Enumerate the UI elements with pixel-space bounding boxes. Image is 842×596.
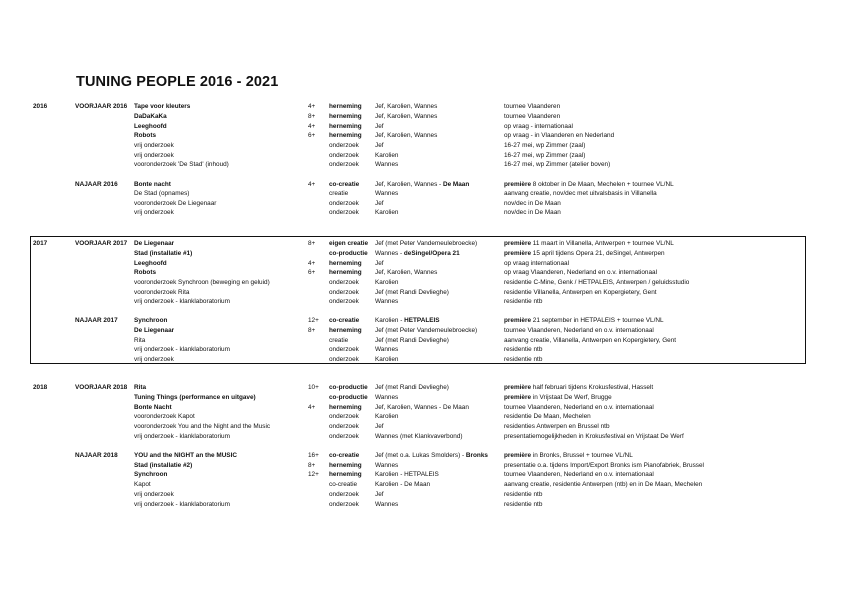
note-cell: première 11 maart in Villanella, Antwerpen + tournee VL/NL <box>504 240 674 247</box>
age-cell: 4+ <box>308 123 316 130</box>
team-cell: Karolien - De Maan <box>375 481 431 488</box>
team-cell: Karolien - HETPALEIS <box>375 317 440 324</box>
title-cell: vrij onderzoek <box>134 152 174 159</box>
note-cell: tournee Vlaanderen, Nederland en o.v. internationaal <box>504 327 654 334</box>
type-cell: herneming <box>329 269 362 276</box>
team-cell: Jef, Karolien, Wannes <box>375 103 438 110</box>
type-cell: onderzoek <box>329 346 359 353</box>
premiere-label: première <box>504 317 531 324</box>
year-cell: 2016 <box>33 103 48 110</box>
note-cell: tournee Vlaanderen <box>504 103 561 110</box>
age-cell: 6+ <box>308 269 316 276</box>
premiere-label: première <box>504 384 531 391</box>
age-cell: 10+ <box>308 384 319 391</box>
type-cell: co-creatie <box>329 181 360 188</box>
type-cell: onderzoek <box>329 279 359 286</box>
title-cell: vrij onderzoek <box>134 209 174 216</box>
partner-name: HETPALEIS <box>404 317 440 324</box>
title-cell: vrij onderzoek <box>134 142 174 149</box>
premiere-label: première <box>504 394 531 401</box>
note-cell: 16-27 mei, wp Zimmer (zaal) <box>504 142 586 149</box>
team-cell: Jef (met Peter Vandemeulebroecke) <box>375 327 478 334</box>
title-cell: Synchroon <box>134 471 168 478</box>
note-cell: première in Vrijstaat De Werf, Brugge <box>504 394 612 401</box>
age-cell: 4+ <box>308 260 316 267</box>
title-cell: Stad (installatie #2) <box>134 462 193 469</box>
type-cell: onderzoek <box>329 423 359 430</box>
age-cell: 16+ <box>308 452 319 459</box>
team-cell: Jef (met Randi Devlieghe) <box>375 289 449 296</box>
title-cell: De Stad (opnames) <box>134 190 190 197</box>
title-cell: YOU and the NIGHT an the MUSIC <box>134 452 237 459</box>
title-cell: vrij onderzoek <box>134 356 174 363</box>
type-cell: herneming <box>329 113 362 120</box>
type-cell: herneming <box>329 327 362 334</box>
team-cell: Jef, Karolien, Wannes <box>375 132 438 139</box>
partner-name: Bronks <box>465 452 488 459</box>
type-cell: co-productie <box>329 250 368 257</box>
title-cell: vooronderzoek Kapot <box>134 413 195 420</box>
type-cell: co-productie <box>329 394 368 401</box>
title-cell: Tuning Things (performance en uitgave) <box>134 394 256 401</box>
age-cell: 6+ <box>308 132 316 139</box>
type-cell: herneming <box>329 132 362 139</box>
type-cell: onderzoek <box>329 152 359 159</box>
type-cell: onderzoek <box>329 413 359 420</box>
note-cell: residentie Villanella, Antwerpen en Kopergietery, Gent <box>504 289 657 296</box>
team-cell: Wannes <box>375 394 399 401</box>
page-title: TUNING PEOPLE 2016 - 2021 <box>76 74 279 90</box>
note-cell: aanvang creatie, Villanella, Antwerpen en Kopergietery, Gent <box>504 337 677 344</box>
season-cell: NAJAAR 2017 <box>75 317 118 324</box>
title-cell: Robots <box>134 269 157 276</box>
team-cell: Wannes - deSingel/Opera 21 <box>375 250 460 257</box>
type-cell: onderzoek <box>329 200 359 207</box>
note-cell: 16-27 mei, wp Zimmer (atelier boven) <box>504 161 611 168</box>
title-cell: Bonte Nacht <box>134 404 172 411</box>
team-cell: Jef, Karolien, Wannes <box>375 113 438 120</box>
note-cell: tournee Vlaanderen, Nederland en o.v. internationaal <box>504 471 654 478</box>
team-cell: Jef (met Randi Devlieghe) <box>375 384 449 391</box>
team-cell: Karolien <box>375 152 399 159</box>
team-cell: Jef <box>375 142 384 149</box>
age-cell: 4+ <box>308 404 316 411</box>
type-cell: onderzoek <box>329 289 359 296</box>
team-cell: Jef <box>375 423 384 430</box>
team-cell: Karolien <box>375 209 399 216</box>
title-cell: Leeghoofd <box>134 260 167 267</box>
premiere-label: première <box>504 250 531 257</box>
season-cell: VOORJAAR 2017 <box>75 240 128 247</box>
note-cell: op vraag internationaal <box>504 260 570 267</box>
note-cell: aanvang creatie, nov/dec met uitvalsbasis in Villanella <box>504 190 657 197</box>
team-cell: Jef (met Peter Vandemeulebroecke) <box>375 240 478 247</box>
title-cell: vooronderzoek Rita <box>134 289 190 296</box>
note-cell: residenties Antwerpen en Brussel ntb <box>504 423 610 430</box>
note-cell: tournee Vlaanderen, Nederland en o.v. internationaal <box>504 404 654 411</box>
team-cell: Jef, Karolien, Wannes - De Maan <box>375 404 469 411</box>
title-cell: Synchroon <box>134 317 168 324</box>
team-cell: Wannes (met Klankvaverbond) <box>375 433 463 440</box>
year-cell: 2018 <box>33 384 48 391</box>
season-cell: NAJAAR 2018 <box>75 452 118 459</box>
year-cell: 2017 <box>33 240 48 247</box>
age-cell: 8+ <box>308 240 316 247</box>
age-cell: 4+ <box>308 181 316 188</box>
type-cell: onderzoek <box>329 501 359 508</box>
note-cell: op vraag Vlaanderen, Nederland en o.v. internationaal <box>504 269 658 276</box>
note-cell: nov/dec in De Maan <box>504 209 561 216</box>
note-cell: première half februari tijdens Krokusfestival, Hasselt <box>504 384 654 391</box>
age-cell: 4+ <box>308 103 316 110</box>
title-cell: Bonte nacht <box>134 181 171 188</box>
team-cell: Wannes <box>375 298 399 305</box>
note-cell: première in Bronks, Brussel + tournee VL/NL <box>504 452 633 459</box>
title-cell: vooronderzoek 'De Stad' (inhoud) <box>134 161 229 168</box>
type-cell: eigen creatie <box>329 240 369 247</box>
title-cell: vooronderzoek You and the Night and the Music <box>134 423 271 430</box>
note-cell: première 21 september in HETPALEIS + tournee VL/NL <box>504 317 664 324</box>
title-cell: vrij onderzoek - klanklaboratorium <box>134 346 230 353</box>
title-cell: Rita <box>134 384 147 391</box>
team-cell: Karolien <box>375 356 399 363</box>
title-cell: De Liegenaar <box>134 240 175 247</box>
age-cell: 8+ <box>308 113 316 120</box>
note-cell: residentie ntb <box>504 356 543 363</box>
type-cell: co-creatie <box>329 481 358 488</box>
partner-name: deSingel/Opera 21 <box>403 250 460 257</box>
team-cell: Wannes <box>375 190 399 197</box>
note-cell: première 15 april tijdens Opera 21, deSingel, Antwerpen <box>504 250 665 257</box>
title-cell: Kapot <box>134 481 151 488</box>
type-cell: onderzoek <box>329 161 359 168</box>
season-cell: VOORJAAR 2018 <box>75 384 128 391</box>
team-cell: Jef (met Randi Devlieghe) <box>375 337 449 344</box>
note-cell: residentie ntb <box>504 346 543 353</box>
note-cell: residentie C-Mine, Genk / HETPALEIS, Antwerpen / geluidsstudio <box>504 279 690 286</box>
type-cell: creatie <box>329 190 349 197</box>
age-cell: 12+ <box>308 471 319 478</box>
age-cell: 12+ <box>308 317 319 324</box>
title-cell: De Liegenaar <box>134 327 175 334</box>
type-cell: onderzoek <box>329 298 359 305</box>
team-cell: Jef, Karolien, Wannes <box>375 269 438 276</box>
note-cell: presentatie o.a. tijdens Import/Export Bronks ism Pianofabriek, Brussel <box>504 462 704 469</box>
team-cell: Wannes <box>375 346 399 353</box>
team-cell: Jef <box>375 200 384 207</box>
type-cell: co-creatie <box>329 317 360 324</box>
note-cell: residentie De Maan, Mechelen <box>504 413 591 420</box>
note-cell: tournee Vlaanderen <box>504 113 561 120</box>
team-cell: Jef <box>375 491 384 498</box>
partner-name: De Maan <box>442 181 470 188</box>
type-cell: onderzoek <box>329 356 359 363</box>
team-cell: Karolien <box>375 279 399 286</box>
type-cell: onderzoek <box>329 209 359 216</box>
title-cell: vooronderzoek De Liegenaar <box>134 200 217 207</box>
title-cell: Leeghoofd <box>134 123 167 130</box>
season-cell: NAJAAR 2016 <box>75 181 118 188</box>
age-cell: 8+ <box>308 327 316 334</box>
type-cell: herneming <box>329 462 362 469</box>
note-cell: op vraag - internationaal <box>504 123 573 130</box>
team-cell: Jef <box>375 123 384 130</box>
type-cell: herneming <box>329 404 362 411</box>
title-cell: Rita <box>134 337 146 344</box>
note-cell: aanvang creatie, residentie Antwerpen (ntb) en in De Maan, Mechelen <box>504 481 703 488</box>
team-cell: Jef <box>375 260 384 267</box>
premiere-label: première <box>504 240 531 247</box>
type-cell: herneming <box>329 123 362 130</box>
type-cell: onderzoek <box>329 142 359 149</box>
note-cell: nov/dec in De Maan <box>504 200 561 207</box>
premiere-label: première <box>504 452 531 459</box>
team-cell: Jef (met o.a. Lukas Smolders) - Bronks <box>375 452 488 459</box>
title-cell: vooronderzoek Synchroon (beweging en geluid) <box>134 279 270 286</box>
note-cell: 16-27 mei, wp Zimmer (zaal) <box>504 152 586 159</box>
note-cell: presentatiemogelijkheden in Krokusfestival en Vrijstaat De Werf <box>504 433 684 440</box>
title-cell: Stad (installatie #1) <box>134 250 193 257</box>
premiere-label: première <box>504 181 531 188</box>
season-cell: VOORJAAR 2016 <box>75 103 128 110</box>
title-cell: vrij onderzoek <box>134 491 174 498</box>
title-cell: vrij onderzoek - klanklaboratorium <box>134 298 230 305</box>
note-cell: residentie ntb <box>504 491 543 498</box>
team-cell: Wannes <box>375 462 399 469</box>
team-cell: Karolien <box>375 413 399 420</box>
type-cell: herneming <box>329 471 362 478</box>
age-cell: 8+ <box>308 462 316 469</box>
type-cell: co-productie <box>329 384 368 391</box>
type-cell: co-creatie <box>329 452 360 459</box>
team-cell: Karolien - HETPALEIS <box>375 471 439 478</box>
title-cell: DaDaKaKa <box>134 113 167 120</box>
type-cell: creatie <box>329 337 349 344</box>
title-cell: vrij onderzoek - klanklaboratorium <box>134 433 230 440</box>
title-cell: Tape voor kleuters <box>134 103 191 110</box>
type-cell: onderzoek <box>329 491 359 498</box>
title-cell: Robots <box>134 132 157 139</box>
team-cell: Jef, Karolien, Wannes - De Maan <box>375 181 470 188</box>
type-cell: herneming <box>329 260 362 267</box>
note-cell: residentie ntb <box>504 298 543 305</box>
note-cell: première 8 oktober in De Maan, Mechelen + tournee VL/NL <box>504 181 674 188</box>
type-cell: onderzoek <box>329 433 359 440</box>
note-cell: residentie ntb <box>504 501 543 508</box>
team-cell: Wannes <box>375 501 399 508</box>
note-cell: op vraag - in Vlaanderen en Nederland <box>504 132 615 139</box>
title-cell: vrij onderzoek - klanklaboratorium <box>134 501 230 508</box>
team-cell: Wannes <box>375 161 399 168</box>
type-cell: herneming <box>329 103 362 110</box>
